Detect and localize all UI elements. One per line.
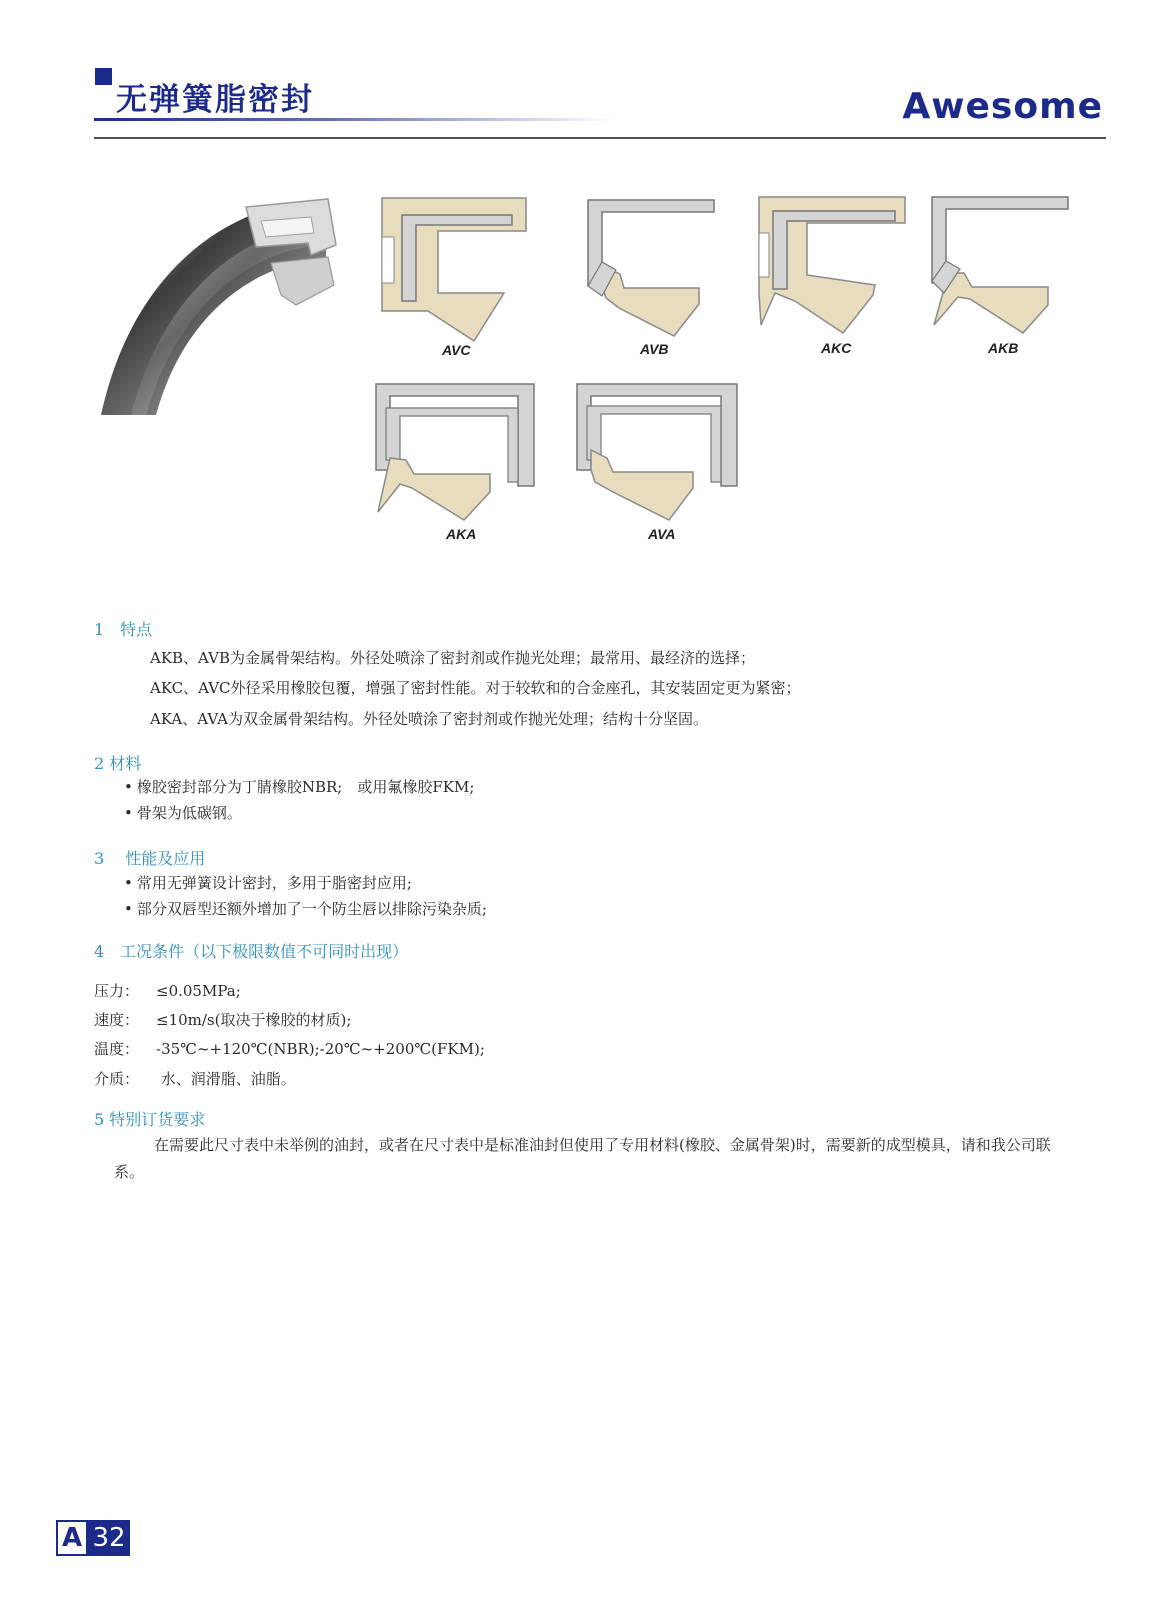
condition-pressure [94,980,241,1001]
condition-key: 介质： [94,1070,140,1088]
cross-section-ava [573,380,743,525]
figure-label-aka: AKA [446,526,477,542]
title-underline [94,118,614,121]
figure-label-avb: AVB [640,341,669,357]
condition-value: 水、润滑脂、油脂。 [156,1070,296,1088]
condition-speed [94,1009,351,1030]
material-item-2: • 骨架为低碳钢。 [124,802,242,823]
condition-value: -35℃~+120℃(NBR);-20℃~+200℃(FKM); [156,1040,485,1058]
cross-section-avb [584,196,719,341]
special-order-text: 在需要此尺寸表中未举例的油封，或者在尺寸表中是标准油封但使用了专用材料(橡胶、金属骨架)时，需要新的成型模具，请和我公司联系。 [114,1136,1051,1181]
condition-key: 速度： [94,1011,140,1029]
cross-section-akb [928,193,1073,338]
condition-value: ≤0.05MPa; [156,982,241,1000]
condition-value: ≤10m/s(取决于橡胶的材质); [156,1011,352,1029]
material-item-1: • 橡胶密封部分为丁腈橡胶NBR; 或用氟橡胶FKM; [124,776,474,797]
figure-label-avc: AVC [442,342,471,358]
cross-section-aka [372,380,542,525]
section-heading-features: 1 特点 [94,620,153,639]
page-letter: A [56,1520,88,1556]
performance-item-2: • 部分双唇型还额外增加了一个防尘唇以排除污染杂质; [124,898,487,919]
figure-label-ava: AVA [648,526,676,542]
section-heading-materials: 2 材料 [94,754,142,773]
feature-line-3: AKA、AVA为双金属骨架结构。外径处喷涂了密封剂或作抛光处理；结构十分坚固。 [150,710,708,728]
section-heading-special: 5 特别订货要求 [94,1110,206,1129]
page-number-badge [56,1520,130,1556]
header-rule [94,137,1106,139]
condition-temperature [94,1038,485,1059]
seal-3d-image [96,185,346,420]
condition-key: 温度： [94,1040,140,1058]
condition-medium [94,1068,296,1089]
brand-logo: Awesome [902,86,1103,127]
cross-section-akc [755,193,910,338]
cross-section-avc [376,193,531,343]
figure-label-akc: AKC [821,340,852,356]
performance-item-1: • 常用无弹簧设计密封，多用于脂密封应用; [124,872,412,893]
feature-line-2: AKC、AVC外径采用橡胶包覆，增强了密封性能。对于较软和的合金座孔，其安装固定更为紧密； [150,679,801,697]
header-square-mark [95,68,112,85]
section-heading-performance: 3 性能及应用 [94,849,206,868]
condition-key: 压力： [94,982,140,1000]
page-title: 无弹簧脂密封 [116,82,314,118]
figure-label-akb: AKB [988,340,1019,356]
section-heading-conditions: 4 工况条件（以下极限数值不可同时出现） [94,942,409,961]
page-number: 32 [88,1520,130,1556]
feature-line-1: AKB、AVB为金属骨架结构。外径处喷涂了密封剂或作抛光处理；最常用、最经济的选择； [150,649,756,667]
